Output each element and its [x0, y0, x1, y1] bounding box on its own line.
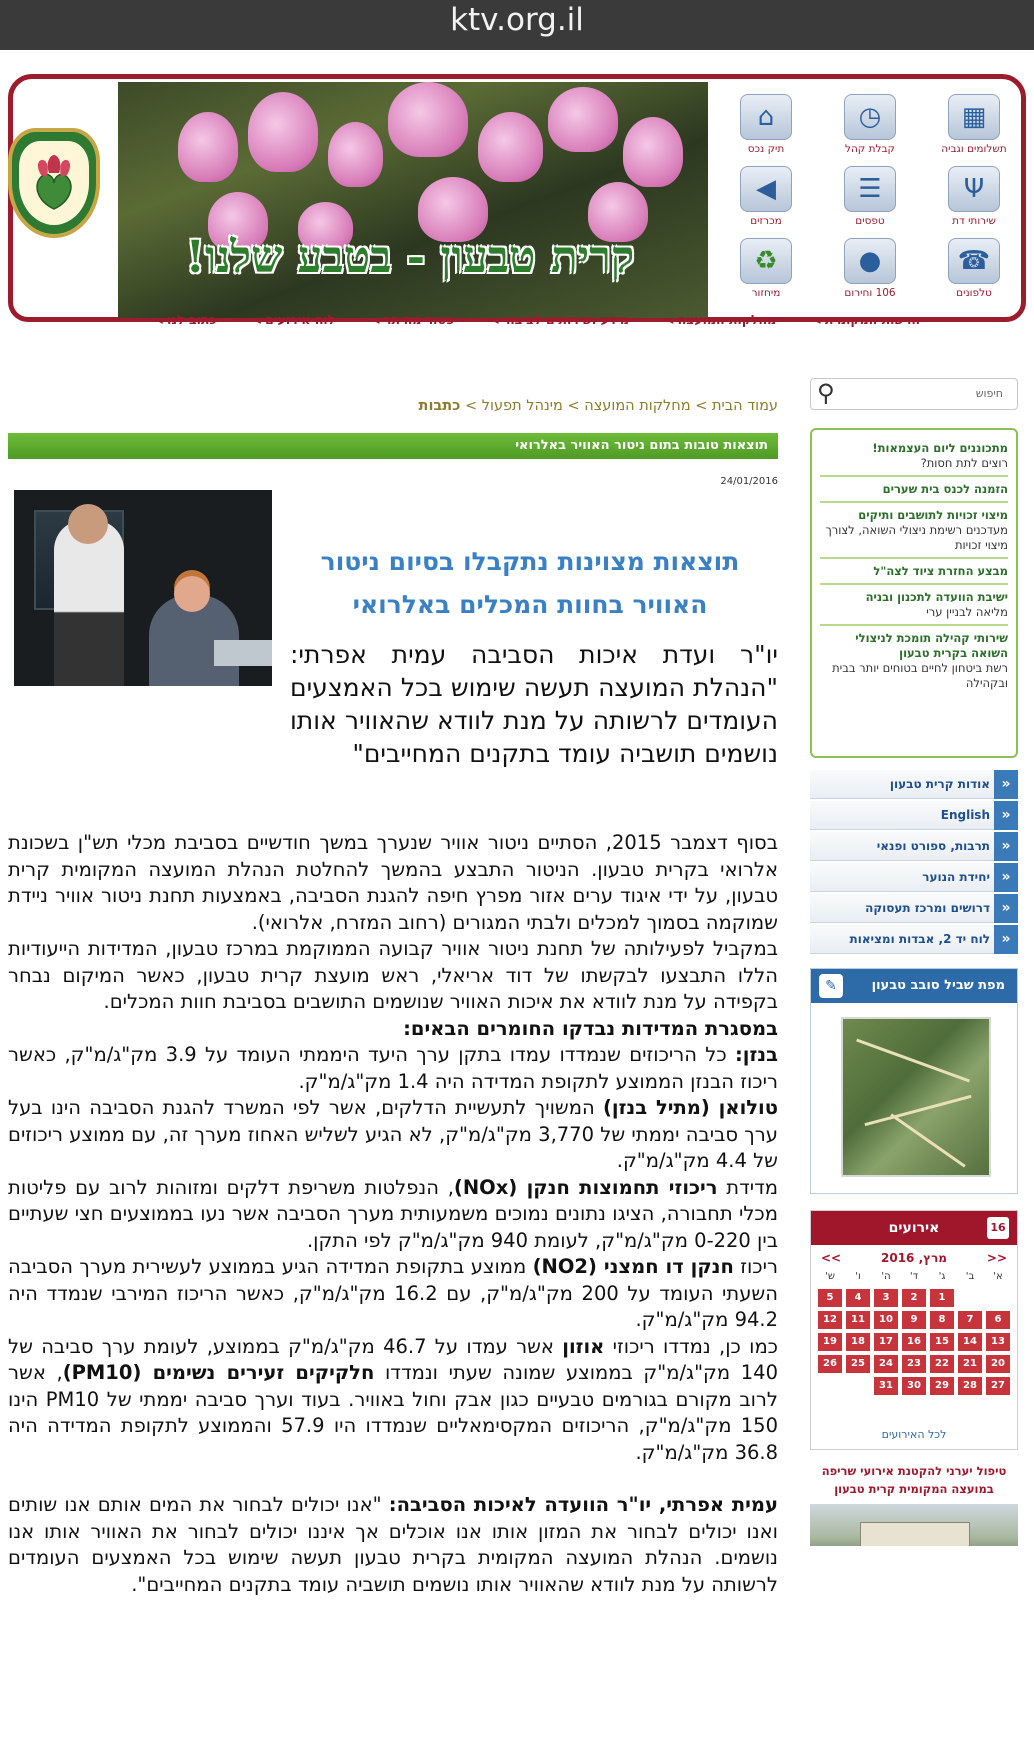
paragraph: טולואן (מתיל בנזן) המשויך לתעשיית הדלקים, אשר לפי המשרד להגנת הסביבה הינו בעל ערך סביבה יממתי של 3,770 מק"ג/מ"ק, לא הגיע לשליש האחוז מערך זה, עם ממוצע ריכוזים של 4.4 מק"ג/מ"ק.	[8, 1096, 778, 1172]
all-events-link[interactable]: לכל האירועים	[881, 1428, 947, 1441]
menorah-icon: Ψ	[948, 166, 1000, 212]
breadcrumb-home[interactable]: עמוד הבית	[711, 398, 778, 414]
calendar-title: אירועים	[888, 1220, 940, 1236]
forms-icon: ☰	[844, 166, 896, 212]
news-item[interactable]: הזמנה לכנס בית שערים	[820, 477, 1008, 503]
nav-item-permit-exemption[interactable]: פטור מהיתר ◂	[373, 312, 454, 342]
paragraph: עמית אפרתי, יו"ר הוועדה לאיכות הסביבה: "אנו יכולים לבחור את המים אותם אנו שותים ואנו יכולים לבחור את המזון אותו אנו אוכלים אך איננו יכולים לבחור את האוויר אותו אנו נושמים. הנהלת המועצה המקומית בקרית טבעון תעשה שימוש בכל האמצעים העומדים לרשותה על מנת לוודא שהאוויר אותו נושמים תושביה עומד בתקנים המחייבים".	[8, 1493, 778, 1596]
calendar-day[interactable]: 19	[818, 1333, 842, 1351]
nav-item-contact[interactable]: כתוב לנו ◂	[156, 312, 216, 342]
sidebar-link-culture[interactable]: « תרבות, ספורט ופנאי	[810, 832, 1018, 861]
quick-link-reception[interactable]: ◷ קבלת קהל	[824, 94, 916, 164]
quick-link-payments[interactable]: ▦ תשלומים וגביה	[928, 94, 1020, 164]
quick-link-phones[interactable]: ☎ טלפונים	[928, 238, 1020, 308]
sidebar-link-about[interactable]: « אודות קרית טבעון	[810, 770, 1018, 799]
calendar-dayname: ג'	[938, 1271, 946, 1282]
calendar-grid	[811, 1271, 1017, 1395]
calendar-dayname: א'	[993, 1271, 1003, 1282]
map-pin-icon: ✎	[819, 974, 843, 998]
nav-item-local-authority[interactable]: הרשות המקומית ◂	[814, 312, 920, 342]
calendar-day[interactable]: 1	[930, 1289, 954, 1307]
news-item[interactable]: מתכוננים ליום העצמאות! רוצים לתת חסות?	[820, 436, 1008, 477]
calendar-day[interactable]: 6	[986, 1311, 1010, 1329]
calculator-icon: ▦	[948, 94, 1000, 140]
forestry-promo[interactable]	[810, 1462, 1018, 1546]
calendar-dayname: ש'	[825, 1271, 835, 1282]
breadcrumb-departments[interactable]: מחלקות המועצה	[584, 398, 691, 414]
article-lead: יו"ר ועדת איכות הסביבה עמית אפרתי: "הנהלת המועצה תעשה שימוש בכל האמצעים העומדים לרשותה על מנת לוודא שהאוויר אותו נושמים תושביה עומד בתקנים המחייבים"	[290, 640, 778, 768]
calendar-day[interactable]: 2	[902, 1289, 926, 1307]
calendar-day[interactable]: 16	[902, 1333, 926, 1351]
calendar-day[interactable]: 5	[818, 1289, 842, 1307]
calendar-day[interactable]: 17	[874, 1333, 898, 1351]
breadcrumb-operations[interactable]: מינהל תפעול	[481, 398, 563, 414]
article-body	[8, 830, 778, 1598]
calendar-dayname: ב'	[965, 1271, 975, 1282]
article-date: 24/01/2016	[720, 476, 778, 487]
paragraph: כמו כן, נמדדו ריכוזי אוזון אשר עמדו על 46.7 מק"ג/מ"ק בממוצע, לעומת ערך סביבה של 140 מק"ג/מ"ק בממוצע שמונה שעתי ונמדדו חלקיקים זעירים נשימים (PM10), אשר לרוב מקורם בגורמים טבעיים כגון אבק וחול באוויר. בעוד וערך סביבה יממתי של PM10 הינו 150 מק"ג/מ"ק, הריכוזים המקסימאליים שנמדדו היו 57.9 והממוצע לתקופת המדידה היה 36.8 מק"ג/מ"ק.	[8, 1334, 779, 1464]
calendar-month-label: מרץ, 2016	[881, 1251, 947, 1265]
nav-item-events[interactable]: לוח אירועים ◂	[255, 312, 336, 342]
trail-map-image[interactable]	[841, 1017, 991, 1177]
news-box	[810, 428, 1018, 758]
paragraph: בסוף דצמבר 2015, הסתיים ניטור אוויר שנערך במשך חודשיים בסביבת מכלי תש"ן בשכונת אלרואי בקרית טבעון. הניטור התבצע בהמשך להחלטת הנהלת המועצה המקומית קרית טבעון, על ידי איגוד ערים אזור מפרץ חיפה להגנת הסביבה, באמצעות תחנת ניטור אוויר ניידת שמוקמה בסמוך למכלים ולבתי המגורים (רחוב המזרח, אלרואי).	[8, 831, 778, 934]
breadcrumb-current: כתבות	[418, 398, 461, 414]
quick-link-property[interactable]: ⌂ תיק נכס	[720, 94, 812, 164]
search-icon[interactable]: ⚲	[817, 379, 835, 407]
trail-map-widget[interactable]	[810, 968, 1018, 1194]
article-headline: תוצאות מצוינות נתקבלו בסיום ניטור האוויר בחוות המכלים באלרואי	[320, 547, 740, 619]
quick-link-emergency[interactable]: ● 106 וחירום	[824, 238, 916, 308]
url-text: ktv.org.il	[450, 2, 584, 38]
calendar-day[interactable]: 21	[958, 1355, 982, 1373]
paragraph: מדידת ריכוזי תחמוצות חנקן (NOx), הנפלטות משריפת דלקים ומזוהות לרוב עם פליטות מכלי תחבורה, הציגו נתונים נמוכים משמעותית מערך הסביבה אשר נעו בממוצעים חצי שעתיים בין 0-220 מק"ג/מ"ק, לעומת 940 מק"ג/מ"ק לפי התקן.	[8, 1175, 778, 1252]
news-item[interactable]: ישיבת הוועדה לתכנון ובניה מליאה לבניין ערי	[820, 585, 1008, 626]
quick-link-recycling[interactable]: ♻ מיחזור	[720, 238, 812, 308]
calendar-day[interactable]: 11	[846, 1311, 870, 1329]
calendar-dayname: ד'	[909, 1271, 919, 1282]
council-emblem-logo[interactable]	[8, 128, 100, 238]
calendar-prev-month[interactable]: <<	[986, 1251, 1007, 1265]
sidebar-link-classifieds[interactable]: « לוח יד 2, אבדות ומציאות	[810, 925, 1018, 954]
calendar-day[interactable]: 8	[930, 1311, 954, 1329]
paragraph: ריכוז חנקן דו חמצני (NO2) ממוצע בתקופת המדידה הגיע בממוצע לעשירית מערך הסביבה השעתי העומד על 200 מק"ג/מ"ק, עם 16.2 מק"ג/מ"ק, כאשר הריכוז המירבי שנמדד היה 94.2 מק"ג/מ"ק.	[8, 1255, 778, 1331]
quick-link-religious[interactable]: Ψ שירותי דת	[928, 166, 1020, 236]
calendar-dayname: ו'	[855, 1271, 861, 1282]
main-nav	[100, 312, 920, 342]
megaphone-icon: ◀	[740, 166, 792, 212]
paragraph: בנזן: כל הריכוזים שנמדדו עמדו בתקן ערך היעד היממתי העומד על 3.9 מק"ג/מ"ק, כאשר ריכוז הבנזן הממוצע לתקופת המדידה היה 1.4 מק"ג/מ"ק.	[8, 1043, 779, 1093]
search-input[interactable]	[810, 378, 1018, 410]
sidebar-link-english[interactable]: « English	[810, 801, 1018, 830]
quick-link-forms[interactable]: ☰ טפסים	[824, 166, 916, 236]
calendar-day[interactable]: 28	[958, 1377, 982, 1395]
cyclamen-logo-icon	[19, 141, 89, 225]
news-item[interactable]: שירותי קהילה תומכת לניצולי השואה בקרית טבעון רשת ביטחון לחיים בטוחים יותר בבית ובקהילה	[832, 631, 1008, 690]
calendar-day[interactable]: 7	[958, 1311, 982, 1329]
calendar-day[interactable]: 15	[930, 1333, 954, 1351]
sidebar-links	[810, 770, 1018, 956]
site-slogan: קרית טבעון - בטבע שלנו!	[185, 232, 635, 283]
quick-link-tenders[interactable]: ◀ מכרזים	[720, 166, 812, 236]
article-photo	[14, 490, 272, 686]
microphone-icon: ●	[844, 238, 896, 284]
breadcrumb: עמוד הבית > מחלקות המועצה > מינהל תפעול > כתבות	[418, 398, 778, 414]
calendar-day[interactable]: 27	[986, 1377, 1010, 1395]
quick-icons	[720, 82, 1020, 318]
calendar-day[interactable]: 9	[902, 1311, 926, 1329]
phone-icon: ☎	[948, 238, 1000, 284]
sidebar-link-jobs[interactable]: « דרושים ומרכז תעסוקה	[810, 894, 1018, 923]
browser-url-bar[interactable]	[0, 0, 1034, 50]
calendar-day[interactable]: 30	[902, 1377, 926, 1395]
calendar-day[interactable]: 31	[874, 1377, 898, 1395]
paragraph: במקביל לפעילותה של תחנת ניטור אוויר קבועה הממוקמת במרכז טבעון, המדידות הייעודיות הללו התבצעו לבקשתו של דוד אריאלי, ראש מועצת קרית טבעון, כאשר המיקום נבחר בקפידה על מנת לוודא את איכות האוויר שנושמים התושבים בסביבת חוות המכלים.	[8, 937, 778, 1013]
calendar-next-month[interactable]: >>	[821, 1251, 842, 1265]
calendar-empty-cell	[846, 1377, 870, 1395]
promo-image	[810, 1504, 1018, 1546]
calendar-empty-cell	[958, 1289, 982, 1307]
promo-title: טיפול יערני להקטנת אירועי שריפה במועצה המקומית קרית טבעון	[821, 1464, 1007, 1496]
calendar-day[interactable]: 3	[874, 1289, 898, 1307]
section-title-bar: תוצאות טובות בתום ניטור האוויר באלרואי	[8, 433, 778, 459]
calendar-day[interactable]: 20	[986, 1355, 1010, 1373]
clock-icon: ◷	[844, 94, 896, 140]
sidebar-link-youth[interactable]: « יחידת הנוער	[810, 863, 1018, 892]
page	[0, 50, 1034, 1758]
nav-item-departments[interactable]: מחלקות המועצה ◂	[667, 312, 776, 342]
calendar-day[interactable]: 18	[846, 1333, 870, 1351]
calendar-day[interactable]: 10	[874, 1311, 898, 1329]
recycle-icon: ♻	[740, 238, 792, 284]
calendar-empty-cell	[818, 1377, 842, 1395]
calendar-day[interactable]: 23	[902, 1355, 926, 1373]
calendar-day[interactable]: 25	[846, 1355, 870, 1373]
house-icon: ⌂	[740, 94, 792, 140]
calendar-dayname: ה'	[881, 1271, 891, 1282]
calendar-day[interactable]: 13	[986, 1333, 1010, 1351]
calendar-day[interactable]: 22	[930, 1355, 954, 1373]
calendar-day[interactable]: 24	[874, 1355, 898, 1373]
calendar-day[interactable]: 14	[958, 1333, 982, 1351]
calendar-day[interactable]: 12	[818, 1311, 842, 1329]
calendar-day[interactable]: 26	[818, 1355, 842, 1373]
nav-item-public-info[interactable]: מידע ושירותים לציבור ◂	[492, 312, 629, 342]
paragraph: במסגרת המדידות נבדקו החומרים הבאים:	[403, 1016, 778, 1040]
news-item[interactable]: מבצע החזרת ציוד לצה"ל	[820, 559, 1008, 585]
events-calendar	[810, 1210, 1018, 1450]
news-item[interactable]: מיצוי זכויות לתושבים ותיקים מעדכנים רשימת ניצולי השואה, לצורך מיצוי זכויות	[820, 503, 1008, 559]
calendar-day[interactable]: 29	[930, 1377, 954, 1395]
map-header: מפת שביל סובב טבעון ✎	[811, 969, 1017, 1003]
calendar-empty-cell	[986, 1289, 1010, 1307]
calendar-day[interactable]: 4	[846, 1289, 870, 1307]
search-placeholder: חיפוש	[975, 387, 1003, 400]
calendar-icon: 16	[987, 1217, 1009, 1239]
